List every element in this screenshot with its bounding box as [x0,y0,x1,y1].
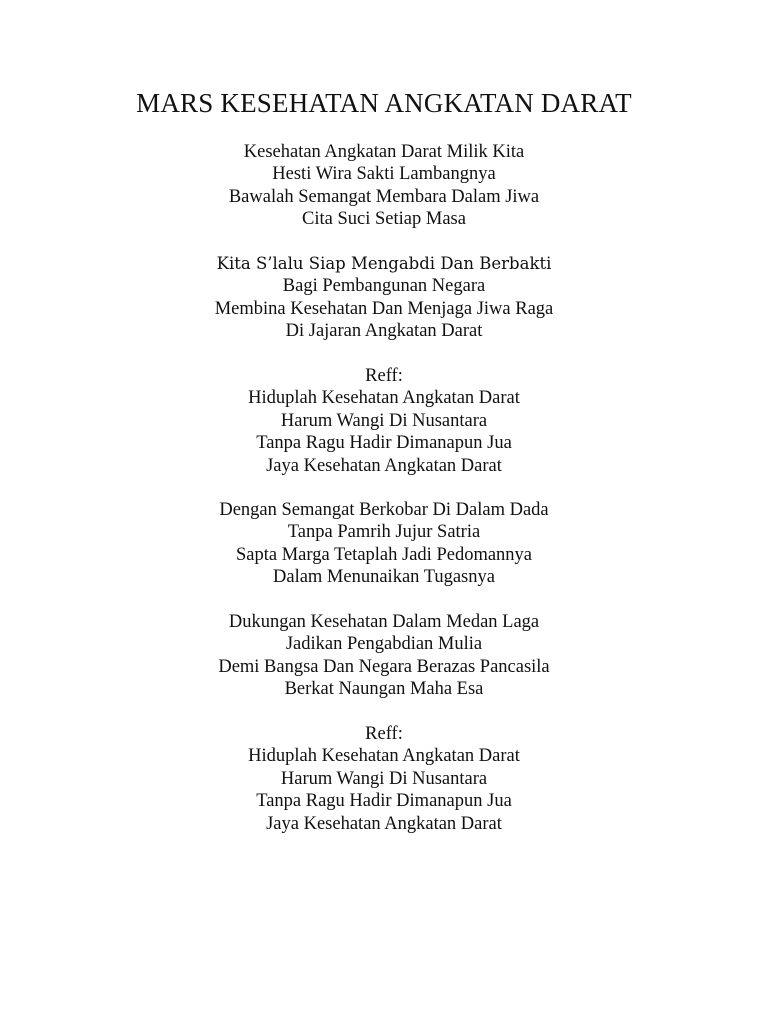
lyric-line: Harum Wangi Di Nusantara [280,410,488,431]
lyric-line: Sapta Marga Tetaplah Jadi Pedomannya [236,544,532,565]
lyric-line: Kesehatan Angkatan Darat Milik Kita [243,142,525,162]
lyric-line: Berkat Naungan Maha Esa [284,679,484,700]
stanza-1 [0,141,768,231]
lyric-line: Tanpa Pamrih Jujur Satria [287,522,481,543]
lyric-line: Hesti Wira Sakti Lambangnya [272,164,496,185]
stanza-4 [0,611,768,701]
lyric-line: Hiduplah Kesehatan Angkatan Darat [248,388,520,409]
stanza-2 [0,253,768,343]
lyric-line: Di Jajaran Angkatan Darat [285,321,483,342]
stanza-chorus-2 [0,723,768,835]
lyric-line: Cita Suci Setiap Masa [302,209,466,230]
lyric-line: Jaya Kesehatan Angkatan Darat [266,813,502,834]
lyric-line: Jadikan Pengabdian Mulia [285,634,483,655]
lyric-line: Dengan Semangat Berkobar Di Dalam Dada [219,500,549,520]
stanza-chorus-1 [0,365,768,477]
lyric-line: Dukungan Kesehatan Dalam Medan Laga [228,612,540,632]
lyric-line: Membina Kesehatan Dan Menjaga Jiwa Raga [214,298,554,319]
lyric-line: Demi Bangsa Dan Negara Berazas Pancasila [218,656,550,677]
lyric-line: Bagi Pembangunan Negara [282,276,486,297]
lyric-line: Bawalah Semangat Membara Dalam Jiwa [228,186,540,207]
lyric-line: Dalam Menunaikan Tugasnya [273,567,495,588]
lyric-line: Harum Wangi Di Nusantara [280,768,488,789]
lyric-line: Jaya Kesehatan Angkatan Darat [266,455,502,476]
lyric-line: Tanpa Ragu Hadir Dimanapun Jua [256,433,512,454]
lyric-line: Hiduplah Kesehatan Angkatan Darat [248,746,520,767]
lyric-line: Kita S’lalu Siap Mengabdi Dan Berbakti [216,254,552,273]
lyric-line: Tanpa Ragu Hadir Dimanapun Jua [256,791,512,812]
chorus-label: Reff: [365,366,403,386]
stanza-3 [0,499,768,589]
chorus-label: Reff: [365,724,403,744]
page-title: MARS KESEHATAN ANGKATAN DARAT [136,88,632,118]
